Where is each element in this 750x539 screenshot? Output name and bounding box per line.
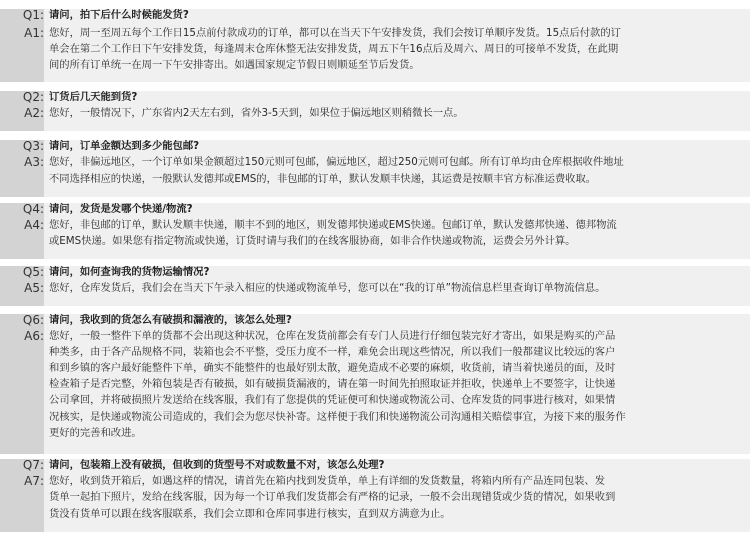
answer-label: A3: <box>24 155 44 169</box>
answer-text: 公司拿回，并将破损照片发送给在线客服，我们有了您提供的凭证便可和快递或物流公司、仓库发货的同事进行核对，如果情 <box>49 394 616 406</box>
answer-label: A6: <box>24 329 44 343</box>
question-text: 请问，我收到的货怎么有破损和漏液的，该怎么处理? <box>49 314 292 326</box>
answer-text: 更好的完善和改进。 <box>49 427 142 439</box>
answer-text: 您好，一般情况下，广东省内2天左右到，省外3-5天到，如果位于偏远地区则稍微长一点。 <box>49 107 464 119</box>
answer-text: 货单一起拍下照片，发给在线客服，因为每一个订单我们发货都会有严格的记录，一般不会出现错货或少货的情况，如果收到 <box>49 491 616 503</box>
answer-label: A4: <box>24 218 44 232</box>
question-text: 请问，如何查询我的货物运输情况? <box>49 266 210 278</box>
question-label: Q2: <box>22 90 44 104</box>
question-label: Q1: <box>22 8 44 22</box>
answer-text: 种类多，由于各产品规格不同，装箱也会不平整，受压力度不一样，难免会出现这些情况，所以我们一般都建议比较远的客户 <box>49 346 616 358</box>
answer-text: 检查箱子是否完整，外箱包装是否有破损，如有破损货漏液的，请在第一时间先拍照取证并拒收，快递单上不要签字，让快递 <box>49 378 616 390</box>
question-label: Q3: <box>22 139 44 153</box>
answer-text: 单会在第二个工作日下午安排发货，每逢周末仓库休整无法安排发货，周五下午16点后及周六、周日的可接单不发货，在此期 <box>49 43 619 55</box>
question-label: Q4: <box>22 202 44 216</box>
answer-text: 况核实，是快递或物流公司造成的，我们会为您尽快补寄。这样便于我们和快递物流公司沟通相关赔偿事宜，为接下来的服务作 <box>49 411 626 423</box>
answer-text: 或EMS快递。如果您有指定物流或快递，订货时请与我们的在线客服协商，如非合作快递或物流，运费会另外计算。 <box>49 235 576 247</box>
question-text: 请问，包装箱上没有破损，但收到的货型号不对或数量不对，该怎么处理? <box>49 459 385 471</box>
answer-text: 您好，仓库发货后，我们会在当天下午录入相应的快递或物流单号，您可以在“我的订单”物流信息栏里查询订单物流信息。 <box>49 282 606 294</box>
answer-text: 您好，一般一整件下单的货都不会出现这种状况，仓库在发货前都会有专门人员进行仔细包装完好才寄出，如果是购买的产品 <box>49 330 616 342</box>
answer-text: 您好，周一至周五每个工作日15点前付款成功的订单，都可以在当天下午安排发货，我们会按订单顺序发货。15点后付款的订 <box>49 27 621 39</box>
question-text: 请问，订单金额达到多少能包邮? <box>49 140 200 152</box>
question-label: Q6: <box>22 313 44 327</box>
answer-label: A5: <box>24 281 44 295</box>
answer-label: A2: <box>24 106 44 120</box>
question-label: Q5: <box>22 265 44 279</box>
answer-text: 间的所有订单统一在周一下午安排寄出。如遇国家规定节假日则顺延至节后发货。 <box>49 59 420 71</box>
answer-text: 您好，非偏远地区，一个订单如果金额超过150元则可包邮，偏远地区，超过250元则可包邮。所有订单均由仓库根据收件地址 <box>49 156 624 168</box>
question-text: 请问，拍下后什么时候能发货? <box>49 9 189 21</box>
question-text: 请问，发货是发哪个快递/物流? <box>49 203 193 215</box>
answer-text: 货没有货单可以跟在线客服联系，我们会立即和仓库同事进行核实，直到双方满意为止。 <box>49 508 451 520</box>
question-label: Q7: <box>22 458 44 472</box>
answer-label: A7: <box>24 474 44 488</box>
answer-text: 和到乡镇的客户最好能整件下单，确实不能整件的也最好别太散，避免造成不必要的麻烦，收货前，请当着快递员的面，及时 <box>49 362 616 374</box>
question-text: 订货后几天能到货? <box>49 91 138 103</box>
answer-text: 您好，非包邮的订单，默认发顺丰快递，顺丰不到的地区，则发德邦快递或EMS快递。包邮订单，默认发德邦快递、德邦物流 <box>49 219 617 231</box>
answer-text: 不同选择相应的快递，一般默认发德邦或EMS的，非包邮的订单，默认发顺丰快递，其运费是按顺丰官方标准运费收取。 <box>49 173 597 185</box>
answer-label: A1: <box>24 26 44 40</box>
answer-text: 您好，收到货开箱后，如遇这样的情况，请首先在箱内找到发货单，单上有详细的发货数量，将箱内所有产品连同包装、发 <box>49 475 606 487</box>
